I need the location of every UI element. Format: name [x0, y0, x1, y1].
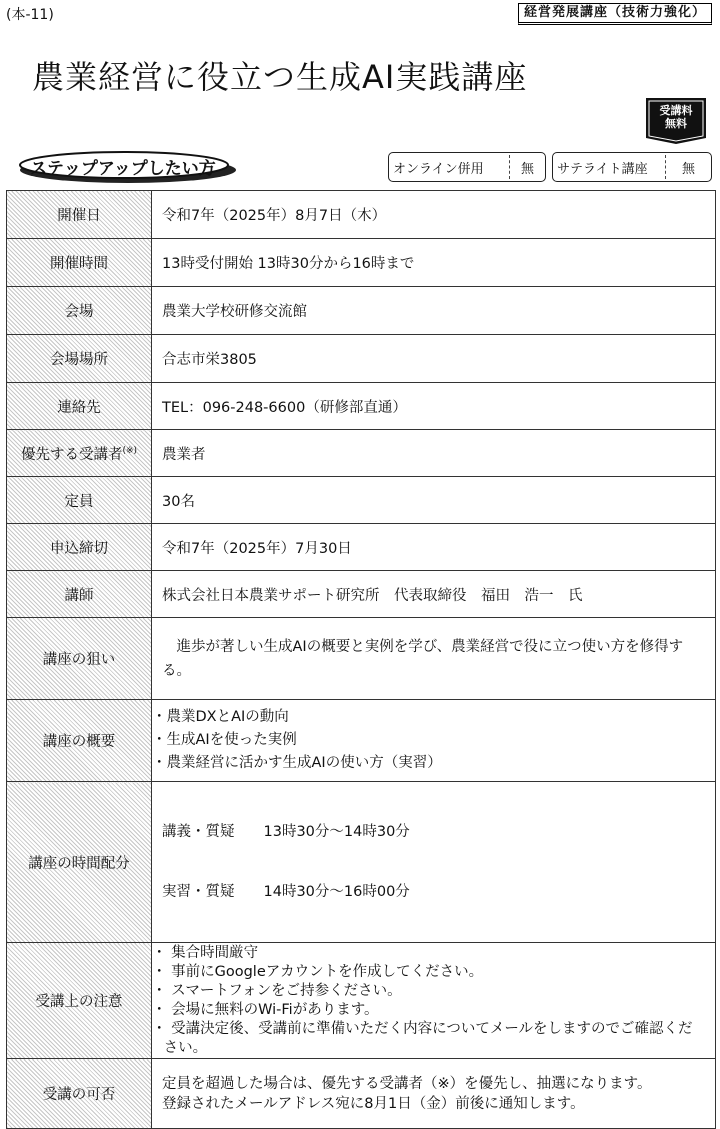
online-option-value: 無 — [520, 161, 534, 177]
row-label-capacity: 定員 — [7, 477, 152, 524]
table-row — [7, 943, 716, 1059]
list-item: 実習・質疑 14時30分～16時00分 — [162, 884, 410, 900]
row-label-date: 開催日 — [7, 191, 152, 239]
list-item: ・ 集合時間厳守 — [152, 944, 259, 961]
list-item: ・ スマートフォンをご持参ください。 — [152, 982, 402, 999]
row-value-contact: TEL：096-248-6600（研修部直通） — [152, 383, 716, 430]
row-value-priority: 農業者 — [152, 430, 716, 477]
table-row — [7, 287, 716, 335]
row-value-schedule — [152, 782, 716, 943]
list-item: ・農業DXとAIの動向 — [152, 709, 289, 725]
row-label-priority — [7, 430, 152, 477]
course-info-table — [6, 190, 716, 1129]
table-row — [7, 430, 716, 477]
satellite-option-box — [552, 152, 712, 182]
row-label-instructor: 講師 — [7, 571, 152, 618]
table-row — [7, 477, 716, 524]
row-value-aim: 進歩が著しい生成AIの概要と実例を学び、農業経営で役に立つ使い方を修得する。 — [152, 618, 716, 700]
table-row — [7, 191, 716, 239]
table-row — [7, 700, 716, 782]
online-option-label: オンライン併用 — [393, 161, 484, 177]
table-row — [7, 239, 716, 287]
table-row — [7, 618, 716, 700]
row-label-schedule: 講座の時間配分 — [7, 782, 152, 943]
table-row — [7, 782, 716, 943]
table-row — [7, 335, 716, 383]
list-item: 講義・質疑 13時30分～14時30分 — [162, 824, 410, 840]
satellite-option-label: サテライト講座 — [557, 161, 648, 177]
row-value-overview — [152, 700, 716, 782]
row-value-acceptance — [152, 1059, 716, 1129]
row-label-venue-address: 会場場所 — [7, 335, 152, 383]
list-item: ・ 事前にGoogleアカウントを作成してください。 — [152, 963, 484, 980]
target-audience-label: ステップアップしたい方 — [30, 159, 216, 179]
table-row — [7, 571, 716, 618]
list-item: 登録されたメールアドレス宛に8月1日（金）前後に通知します。 — [162, 1095, 585, 1112]
table-row — [7, 383, 716, 430]
row-label-acceptance: 受講の可否 — [7, 1059, 152, 1129]
row-value-venue-address: 合志市栄3805 — [152, 335, 716, 383]
list-item: ・ 会場に無料のWi-Fiがあります。 — [152, 1001, 379, 1018]
row-label-aim: 講座の狙い — [7, 618, 152, 700]
document-code: (本-11) — [6, 7, 54, 23]
row-value-notes — [152, 943, 716, 1059]
target-audience-banner — [18, 150, 240, 184]
list-item: ・ 受講決定後、受講前に準備いただく内容についてメールをしますのでご確認ください。 — [152, 1020, 693, 1056]
table-row — [7, 1059, 716, 1129]
course-category-label: 経営発展講座（技術力強化） — [518, 3, 712, 25]
row-value-capacity: 30名 — [152, 477, 716, 524]
row-value-venue: 農業大学校研修交流館 — [152, 287, 716, 335]
row-label-venue: 会場 — [7, 287, 152, 335]
row-value-instructor: 株式会社日本農業サポート研究所 代表取締役 福田 浩一 氏 — [152, 571, 716, 618]
table-row — [7, 524, 716, 571]
badge-line1: 受講料 — [659, 104, 693, 117]
list-item: ・生成AIを使った実例 — [152, 732, 297, 748]
row-value-date: 令和7年（2025年）8月7日（木） — [152, 191, 716, 239]
row-value-deadline: 令和7年（2025年）7月30日 — [152, 524, 716, 571]
online-option-box — [388, 152, 546, 182]
free-tuition-badge — [646, 98, 706, 144]
row-label-time: 開催時間 — [7, 239, 152, 287]
row-value-time: 13時受付開始 13時30分から16時まで — [152, 239, 716, 287]
priority-label-text: 優先する受講者 — [20, 446, 123, 463]
satellite-option-value: 無 — [681, 161, 695, 177]
row-label-notes: 受講上の注意 — [7, 943, 152, 1059]
badge-line2: 無料 — [665, 117, 687, 130]
priority-label-note: (※) — [122, 445, 138, 456]
list-item: 定員を超過した場合は、優先する受講者（※）を優先し、抽選になります。 — [162, 1075, 652, 1092]
row-label-overview: 講座の概要 — [7, 700, 152, 782]
row-label-contact: 連絡先 — [7, 383, 152, 430]
list-item: ・農業経営に活かす生成AIの使い方（実習） — [152, 755, 442, 771]
row-label-deadline: 申込締切 — [7, 524, 152, 571]
page-title: 農業経営に役立つ生成AI実践講座 — [32, 58, 528, 96]
